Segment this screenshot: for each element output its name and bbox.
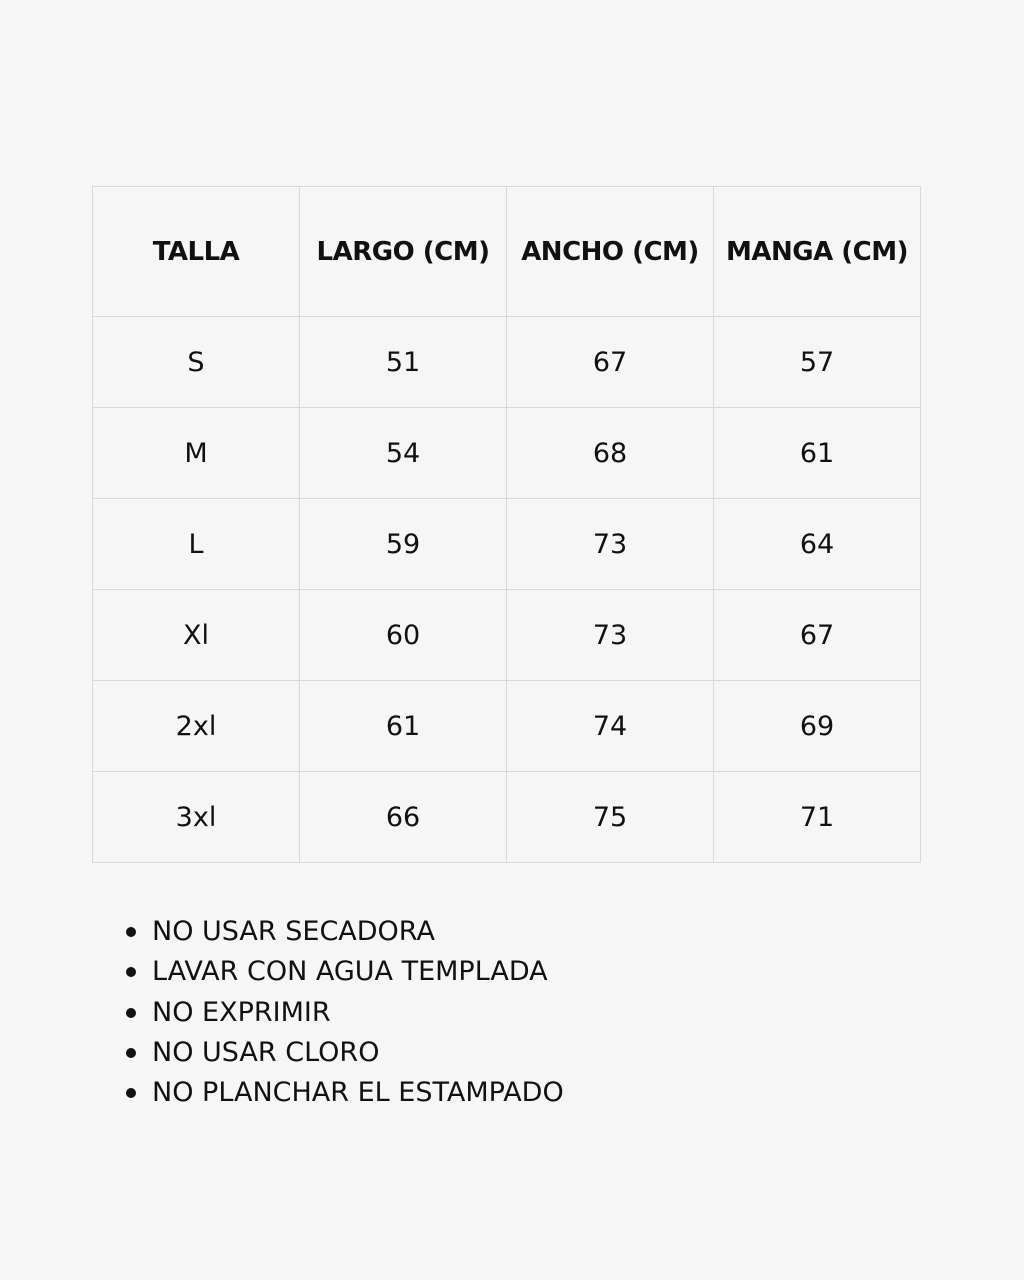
bullet-icon (126, 927, 136, 937)
table-row (93, 590, 921, 681)
table-row (93, 681, 921, 772)
table-row (93, 317, 921, 408)
header-largo: LARGO (CM) (300, 187, 507, 317)
table-header-row (93, 187, 921, 317)
ancho-cell: 67 (507, 317, 714, 408)
care-instruction-text: NO PLANCHAR EL ESTAMPADO (152, 1077, 564, 1109)
ancho-cell: 73 (507, 590, 714, 681)
bullet-icon (126, 1008, 136, 1018)
list-item (152, 1073, 564, 1113)
manga-cell: 67 (714, 590, 921, 681)
care-instruction-text: LAVAR CON AGUA TEMPLADA (152, 956, 548, 988)
header-manga: MANGA (CM) (714, 187, 921, 317)
bullet-icon (126, 1048, 136, 1058)
size-cell: M (93, 408, 300, 499)
list-item (152, 993, 564, 1033)
largo-cell: 60 (300, 590, 507, 681)
largo-cell: 66 (300, 772, 507, 863)
size-cell: 2xl (93, 681, 300, 772)
care-instructions-list (152, 912, 564, 1113)
ancho-cell: 68 (507, 408, 714, 499)
size-cell: 3xl (93, 772, 300, 863)
list-item (152, 952, 564, 992)
table-row (93, 408, 921, 499)
bullet-icon (126, 967, 136, 977)
largo-cell: 61 (300, 681, 507, 772)
manga-cell: 69 (714, 681, 921, 772)
manga-cell: 64 (714, 499, 921, 590)
table-row (93, 772, 921, 863)
size-chart-table (92, 186, 921, 863)
manga-cell: 57 (714, 317, 921, 408)
size-cell: L (93, 499, 300, 590)
table-row (93, 499, 921, 590)
care-instruction-text: NO USAR CLORO (152, 1036, 380, 1068)
size-cell: S (93, 317, 300, 408)
largo-cell: 59 (300, 499, 507, 590)
list-item (152, 1033, 564, 1073)
header-talla: TALLA (93, 187, 300, 317)
manga-cell: 61 (714, 408, 921, 499)
list-item (152, 912, 564, 952)
bullet-icon (126, 1088, 136, 1098)
size-cell: Xl (93, 590, 300, 681)
largo-cell: 51 (300, 317, 507, 408)
ancho-cell: 74 (507, 681, 714, 772)
ancho-cell: 73 (507, 499, 714, 590)
header-ancho: ANCHO (CM) (507, 187, 714, 317)
care-instruction-text: NO USAR SECADORA (152, 916, 435, 947)
manga-cell: 71 (714, 772, 921, 863)
largo-cell: 54 (300, 408, 507, 499)
care-instruction-text: NO EXPRIMIR (152, 996, 331, 1028)
ancho-cell: 75 (507, 772, 714, 863)
